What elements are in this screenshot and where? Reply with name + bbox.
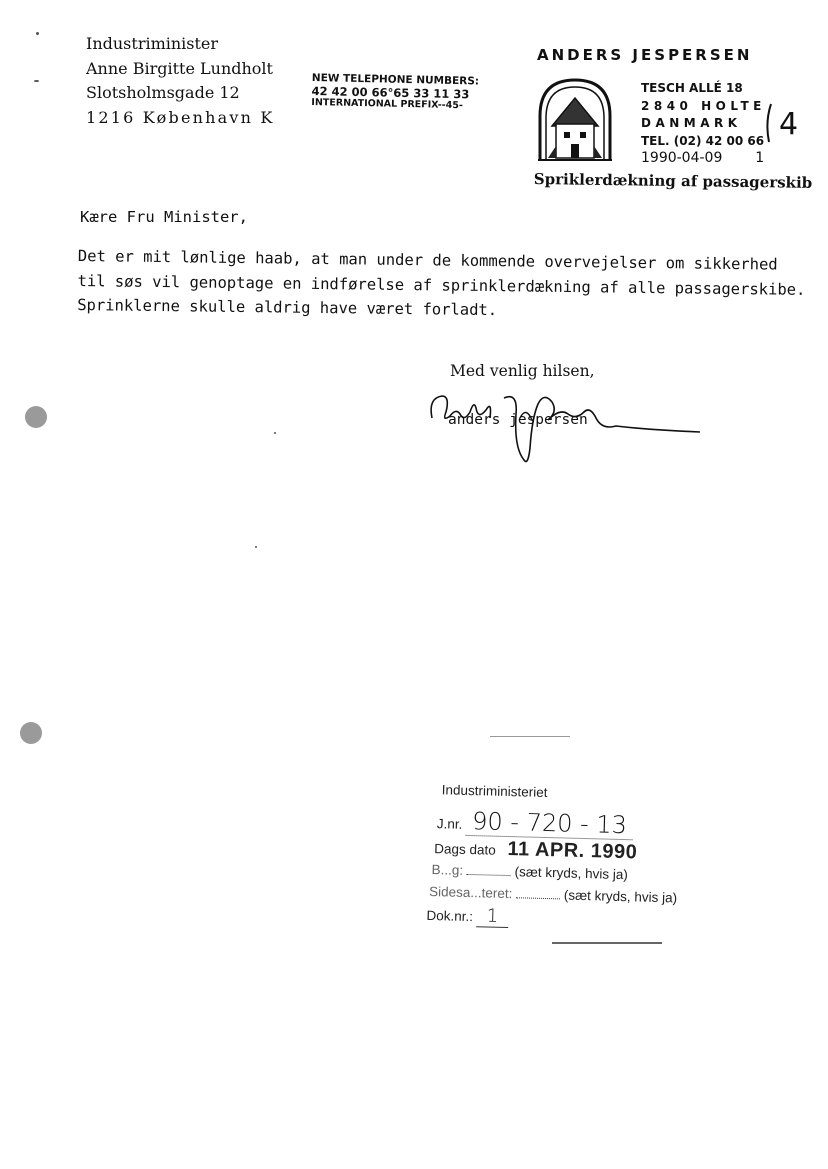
stamp-row3: [431, 862, 628, 882]
margin-note-mark: [763, 98, 813, 148]
sender-country: DANMARK: [641, 116, 742, 130]
sender-name: ANDERS JESPERSEN: [537, 46, 753, 64]
punch-hole: [25, 406, 47, 428]
stamp-jnr-label: J.nr.: [436, 816, 463, 832]
sender-address: [641, 80, 766, 168]
body-line: Sprinklerne skulle aldrig have været forladt.: [77, 295, 498, 320]
scan-speck: [36, 32, 39, 35]
sender-phone: TEL. (02) 42 00 66: [641, 133, 765, 148]
scan-speck: [490, 736, 570, 737]
subject-line: Spriklerdækning af passagerskib: [533, 170, 813, 192]
recipient-title: Industriminister: [86, 34, 219, 53]
margin-note-text: 4: [779, 107, 799, 142]
scan-speck: [274, 432, 276, 434]
scan-speck: [34, 80, 39, 82]
stamp-dok-label: Dok.nr.:: [426, 907, 474, 925]
telephone-heading: NEW TELEPHONE NUMBERS:: [311, 72, 480, 88]
recipient-address: [86, 32, 275, 130]
stamp-dok-value: 1: [476, 905, 508, 928]
stamp-jnr: [437, 806, 634, 839]
punch-hole: [20, 722, 42, 744]
page-number: 1: [755, 150, 765, 166]
recipient-street: Slotsholmsgade 12: [86, 83, 240, 102]
stamp-date-row: [434, 836, 638, 864]
salutation: Kære Fru Minister,: [80, 208, 248, 226]
stamp-row3-note: (sæt kryds, hvis ja): [514, 864, 629, 883]
telephone-numbers: 42 42 00 66°65 33 11 33: [311, 83, 470, 101]
body-line: Det er mit lønlige haab, at man under de kommende overvejelser om sikkerhed: [77, 246, 778, 274]
stamp-date-value: 11 APR. 1990: [507, 838, 638, 864]
stamp-row4: [429, 884, 677, 905]
letter-body: [77, 244, 806, 326]
stamp-dok: [426, 904, 508, 927]
letter-date: 1990-04-09: [641, 150, 723, 166]
stamp-row4-label: Sidesa...teret:: [428, 883, 513, 902]
stamp-row4-note: (sæt kryds, hvis ja): [563, 887, 678, 906]
recipient-city: 1216 København K: [86, 107, 275, 127]
stamp-row3-blank: [467, 864, 511, 876]
letter-date-line: [641, 150, 766, 168]
telephone-notice: [311, 72, 479, 113]
scan-speck: [552, 942, 662, 944]
house-emblem-icon: [534, 76, 616, 162]
stamp-row3-label: B...g:: [431, 862, 464, 878]
closing: Med venlig hilsen,: [450, 362, 595, 380]
stamp-row4-blank: [516, 887, 560, 899]
stamp-jnr-value: 90 - 720 - 13: [466, 807, 633, 840]
stamp-org: Industriministeriet: [441, 782, 548, 801]
telephone-prefix: INTERNATIONAL PREFIX--45-: [311, 96, 463, 112]
signer-name: anders jespersen: [448, 412, 588, 428]
scan-speck: [255, 546, 257, 548]
recipient-name: Anne Birgitte Lundholt: [86, 58, 273, 78]
body-line: til søs vil genoptage en indførelse af sprinklerdækning af alle passagerskibe.: [77, 271, 806, 299]
sender-postal: 2840 HOLTE: [641, 98, 766, 113]
registration-stamp: [428, 780, 712, 937]
stamp-date-label: Dags dato: [434, 841, 496, 858]
sender-street: TESCH ALLÉ 18: [641, 81, 743, 95]
